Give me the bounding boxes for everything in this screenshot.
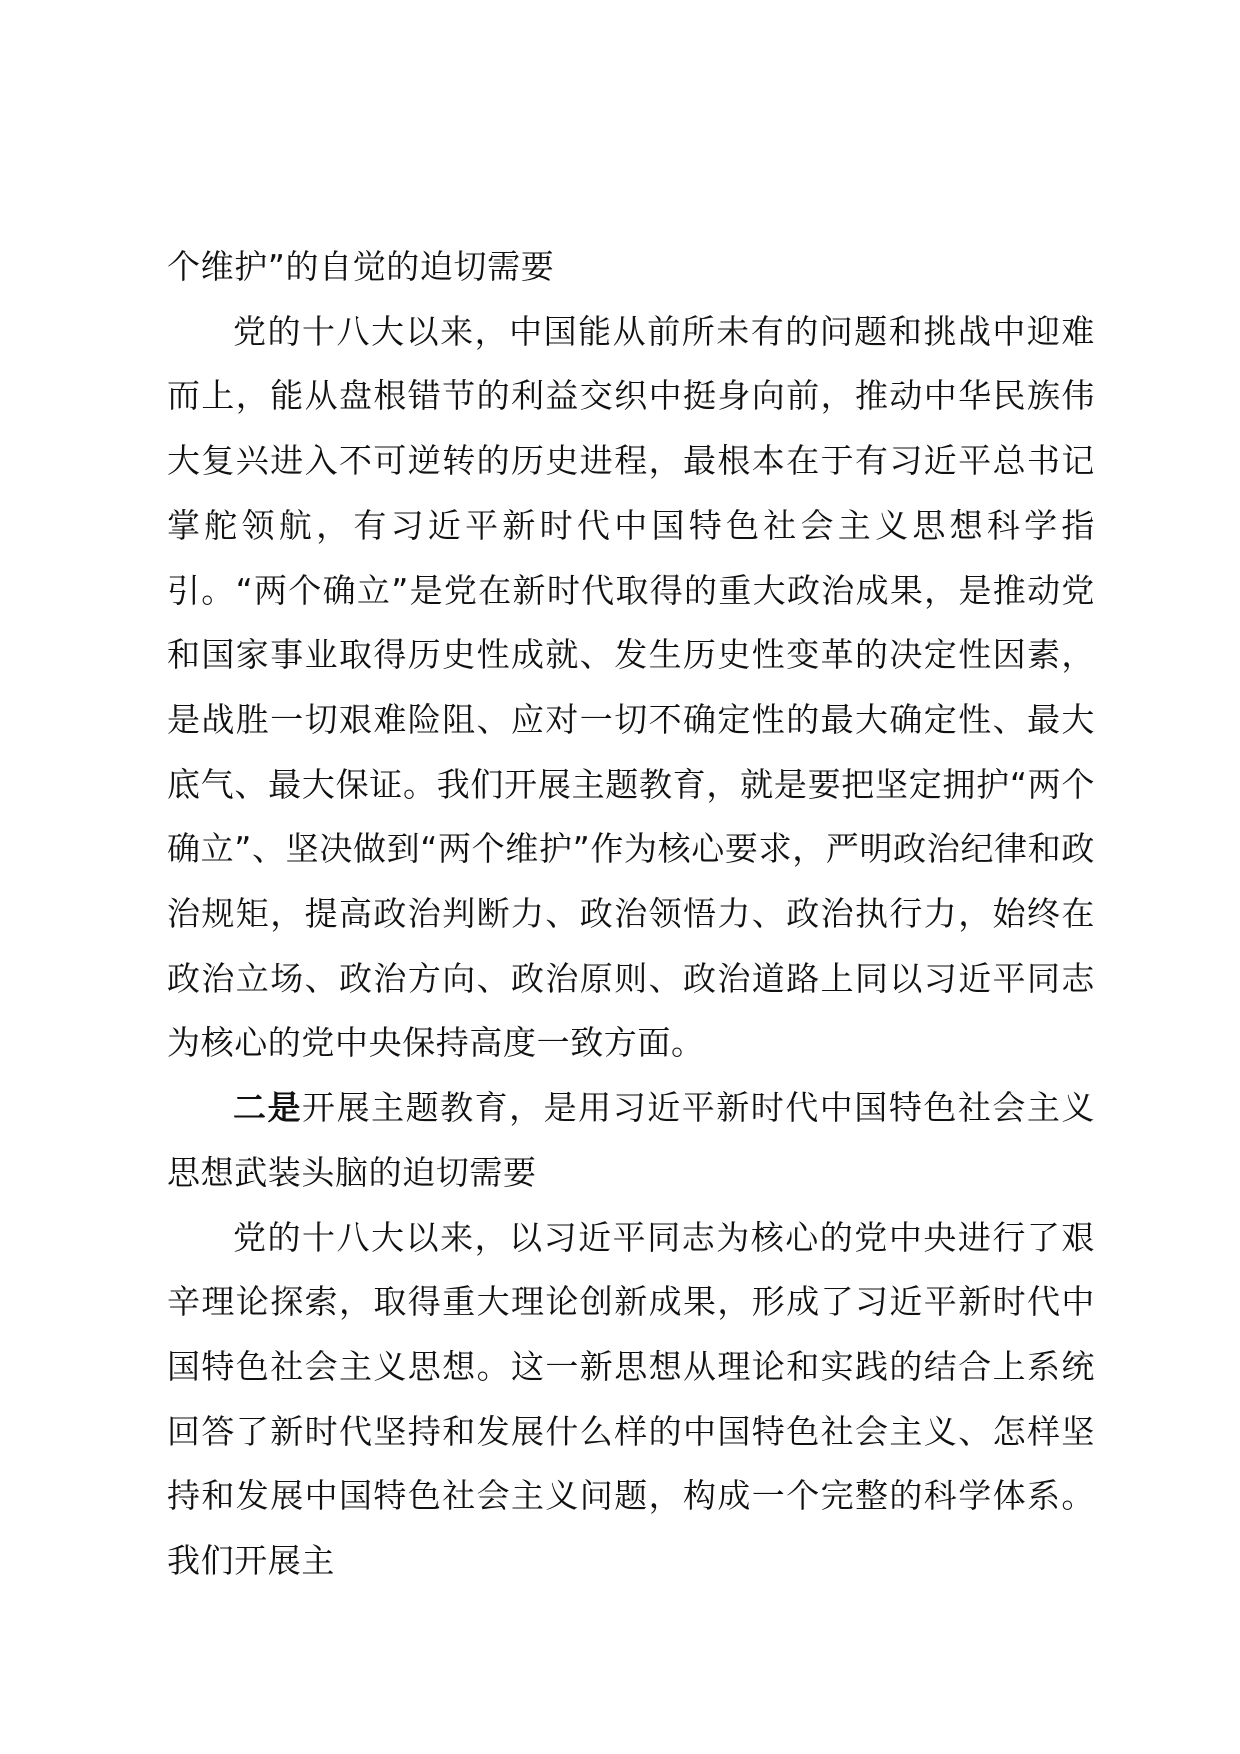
paragraph-3-text: 开展主题教育，是用习近平新时代中国特色社会主义思想武装头脑的迫切需要	[167, 1088, 1095, 1192]
document-body	[167, 235, 1095, 1594]
paragraph-2: 党的十八大以来，中国能从前所未有的问题和挑战中迎难而上，能从盘根错节的利益交织中挺身向前，推动中华民族伟大复兴进入不可逆转的历史进程，最根本在于有习近平总书记掌舵领航，有习近平新时代中国特色社会主义思想科学指引。“两个确立”是党在新时代取得的重大政治成果，是推动党和国家事业取得历史性成就、发生历史性变革的决定性因素，是战胜一切艰难险阻、应对一切不确定性的最大确定性、最大底气、最大保证。我们开展主题教育，就是要把坚定拥护“两个确立”、坚决做到“两个维护”作为核心要求，严明政治纪律和政治规矩，提高政治判断力、政治领悟力、政治执行力，始终在政治立场、政治方向、政治原则、政治道路上同以习近平同志为核心的党中央保持高度一致方面。	[167, 311, 1095, 1063]
paragraph-3-lead: 二是	[233, 1088, 303, 1128]
paragraph-4: 党的十八大以来，以习近平同志为核心的党中央进行了艰辛理论探索，取得重大理论创新成果，形成了习近平新时代中国特色社会主义思想。这一新思想从理论和实践的结合上系统回答了新时代坚持和发展什么样的中国特色社会主义、怎样坚持和发展中国特色社会主义问题，构成一个完整的科学体系。我们开展主	[167, 1217, 1095, 1581]
paragraph-3	[167, 1076, 1095, 1205]
paragraph-1: 个维护”的自觉的迫切需要	[167, 247, 555, 286]
